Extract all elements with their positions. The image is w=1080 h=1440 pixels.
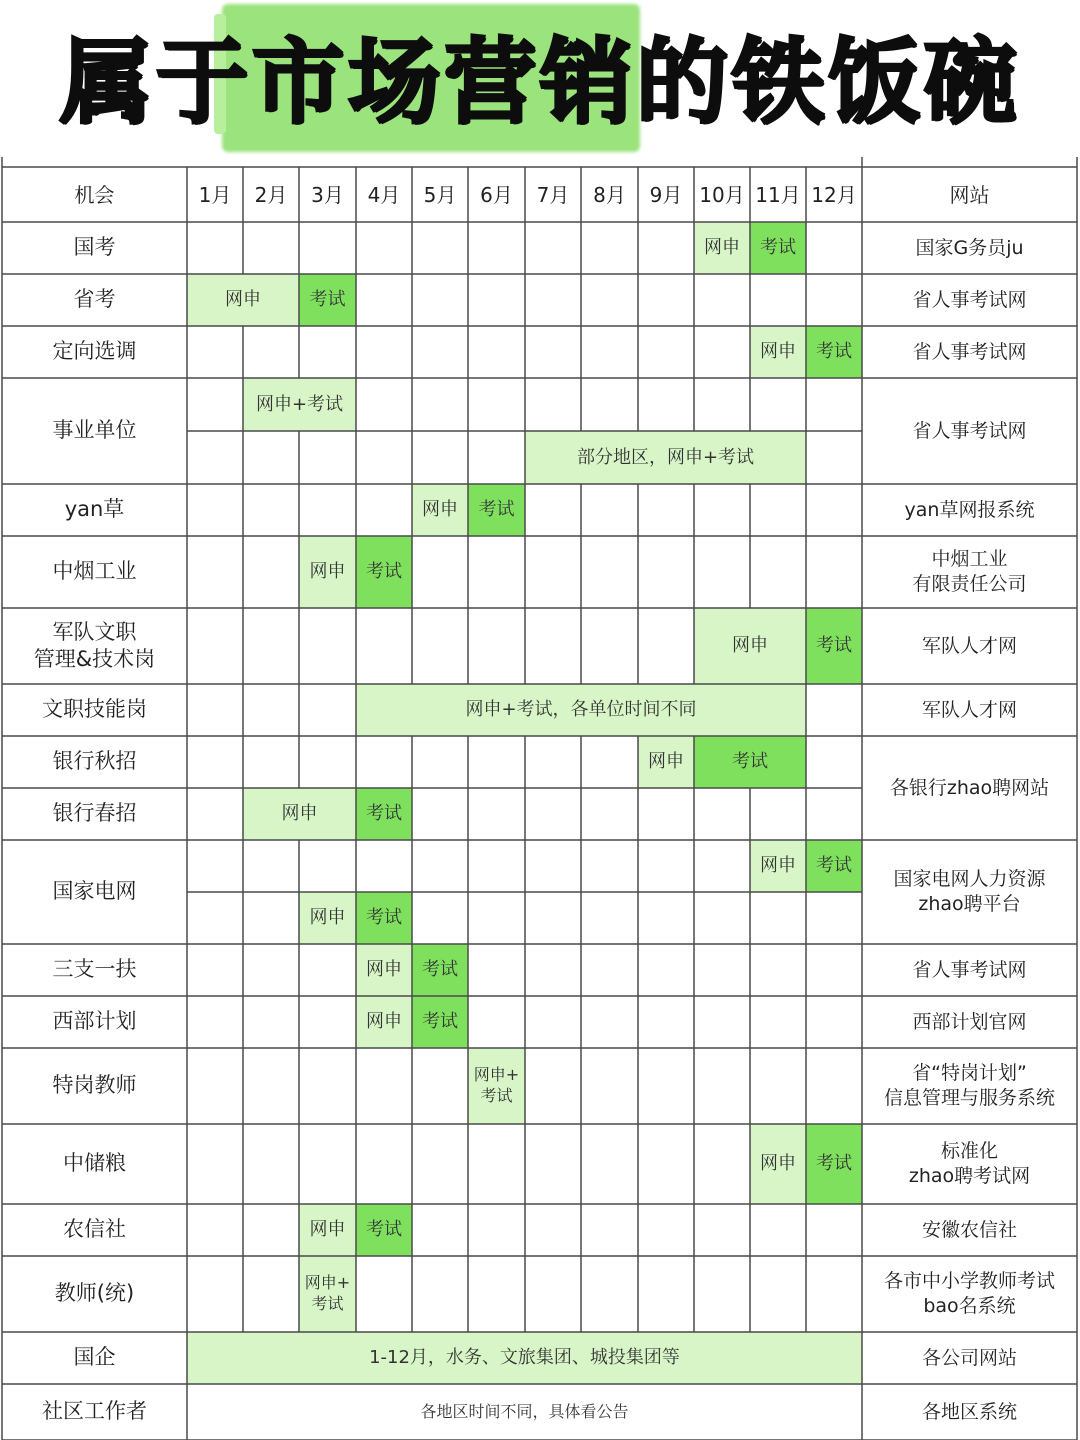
row-website: 各地区系统 xyxy=(921,1400,1017,1423)
header-website: 网站 xyxy=(949,182,990,207)
row-label: 国企 xyxy=(73,1345,116,1370)
header-month-11: 11月 xyxy=(755,182,801,207)
row-label: 银行秋招 xyxy=(52,749,137,774)
header-month-2: 2月 xyxy=(254,182,288,207)
row-label: 国考 xyxy=(73,235,116,260)
event-cell-0: 网申 xyxy=(648,751,684,773)
event-cell-0: 网申 xyxy=(760,1153,796,1175)
row-website: 军队人才网 xyxy=(921,634,1017,657)
event-cell-sub1-1: 考试 xyxy=(366,907,402,929)
row-website-bank: 各银行zhao聘网站 xyxy=(889,776,1050,799)
row-website: 西部计划官网 xyxy=(912,1010,1027,1033)
row-label: 省考 xyxy=(73,287,116,312)
event-cell-0: 网申 xyxy=(704,237,740,259)
header-month-9: 9月 xyxy=(649,182,683,207)
event-cell-0: 网申+考试，各单位时间不同 xyxy=(465,699,697,721)
row-label: 中储粮 xyxy=(63,1151,126,1176)
header-month-7: 7月 xyxy=(536,182,570,207)
event-cell-0: 网申 xyxy=(366,1011,402,1033)
event-cell-0: 1-12月，水务、文旅集团、城投集团等 xyxy=(369,1347,680,1369)
event-cell-0: 网申 xyxy=(760,341,796,363)
header-month-5: 5月 xyxy=(423,182,457,207)
page-title: 属于市场营销的铁饭碗 xyxy=(59,29,1020,136)
row-website: 各市中小学教师考试 bao名系统 xyxy=(883,1270,1055,1317)
row-label: yan草 xyxy=(64,497,125,522)
event-cell-0: 网申+ 考试 xyxy=(473,1065,520,1105)
event-cell-1: 考试 xyxy=(366,803,402,825)
row-label: 中烟工业 xyxy=(52,559,137,584)
header-month-12: 12月 xyxy=(811,182,857,207)
header-month-6: 6月 xyxy=(480,182,513,207)
event-cell-1: 考试 xyxy=(816,635,852,657)
event-cell-0: 网申 xyxy=(309,1219,346,1241)
row-label: 教师(统) xyxy=(54,1281,135,1306)
row-website: 各公司网站 xyxy=(921,1346,1017,1369)
row-website: yan草网报系统 xyxy=(904,498,1035,521)
event-cell-sub0-0: 网申 xyxy=(760,855,796,877)
row-label: 西部计划 xyxy=(52,1009,137,1034)
event-cell-0: 网申 xyxy=(732,635,768,657)
event-cell-0: 网申 xyxy=(225,289,261,311)
event-cell-1: 考试 xyxy=(366,561,402,583)
row-label: 定向选调 xyxy=(52,339,137,364)
row-website: 省人事考试网 xyxy=(912,958,1027,981)
header-opportunity: 机会 xyxy=(74,182,115,207)
event-cell-1: 考试 xyxy=(422,959,458,981)
event-cell-0: 网申 xyxy=(281,803,318,825)
row-label: 事业单位 xyxy=(52,418,137,443)
header-month-3: 3月 xyxy=(311,182,344,207)
row-website: 省人事考试网 xyxy=(912,288,1027,311)
event-cell-sub0-0: 网申+考试 xyxy=(255,393,344,415)
row-website: 省“特岗计划” 信息管理与服务系统 xyxy=(883,1062,1055,1109)
event-cell-0: 各地区时间不同，具体看公告 xyxy=(420,1401,629,1421)
event-cell-1: 考试 xyxy=(366,1219,402,1241)
event-cell-1: 考试 xyxy=(816,1153,852,1175)
event-cell-1: 考试 xyxy=(422,1011,458,1033)
row-label: 三支一扶 xyxy=(52,957,137,982)
row-label: 国家电网 xyxy=(52,879,137,904)
row-website: 中烟工业 有限责任公司 xyxy=(912,548,1027,595)
event-cell-1: 考试 xyxy=(760,237,796,259)
row-website: 国家G务员ju xyxy=(915,236,1024,259)
event-cell-sub1-0: 部分地区，网申+考试 xyxy=(576,446,755,468)
row-label: 农信社 xyxy=(63,1217,126,1242)
header-month-8: 8月 xyxy=(593,182,626,207)
row-website: 安徽农信社 xyxy=(921,1218,1017,1241)
row-website: 国家电网人力资源 zhao聘平台 xyxy=(893,868,1046,915)
row-website: 标准化 zhao聘考试网 xyxy=(908,1140,1031,1187)
row-label: 文职技能岗 xyxy=(42,697,147,722)
event-cell-sub1-0: 网申 xyxy=(309,907,346,929)
event-cell-1: 考试 xyxy=(309,289,346,311)
event-cell-1: 考试 xyxy=(816,341,852,363)
header-month-1: 1月 xyxy=(198,182,232,207)
row-label: 银行春招 xyxy=(52,801,137,826)
event-cell-0: 网申 xyxy=(366,959,402,981)
event-cell-sub0-1: 考试 xyxy=(816,855,852,877)
header-month-4: 4月 xyxy=(367,182,401,207)
event-cell-0: 网申 xyxy=(422,499,458,521)
row-label: 社区工作者 xyxy=(42,1399,147,1424)
event-cell-1: 考试 xyxy=(732,751,768,773)
row-label: 军队文职 管理&技术岗 xyxy=(33,619,156,671)
event-cell-0: 网申+ 考试 xyxy=(304,1273,351,1313)
row-label: 特岗教师 xyxy=(52,1073,137,1098)
event-cell-1: 考试 xyxy=(478,499,515,521)
row-website: 省人事考试网 xyxy=(912,419,1027,442)
row-website: 军队人才网 xyxy=(921,698,1017,721)
row-website: 省人事考试网 xyxy=(912,340,1027,363)
event-cell-0: 网申 xyxy=(309,561,346,583)
header-month-10: 10月 xyxy=(699,182,745,207)
